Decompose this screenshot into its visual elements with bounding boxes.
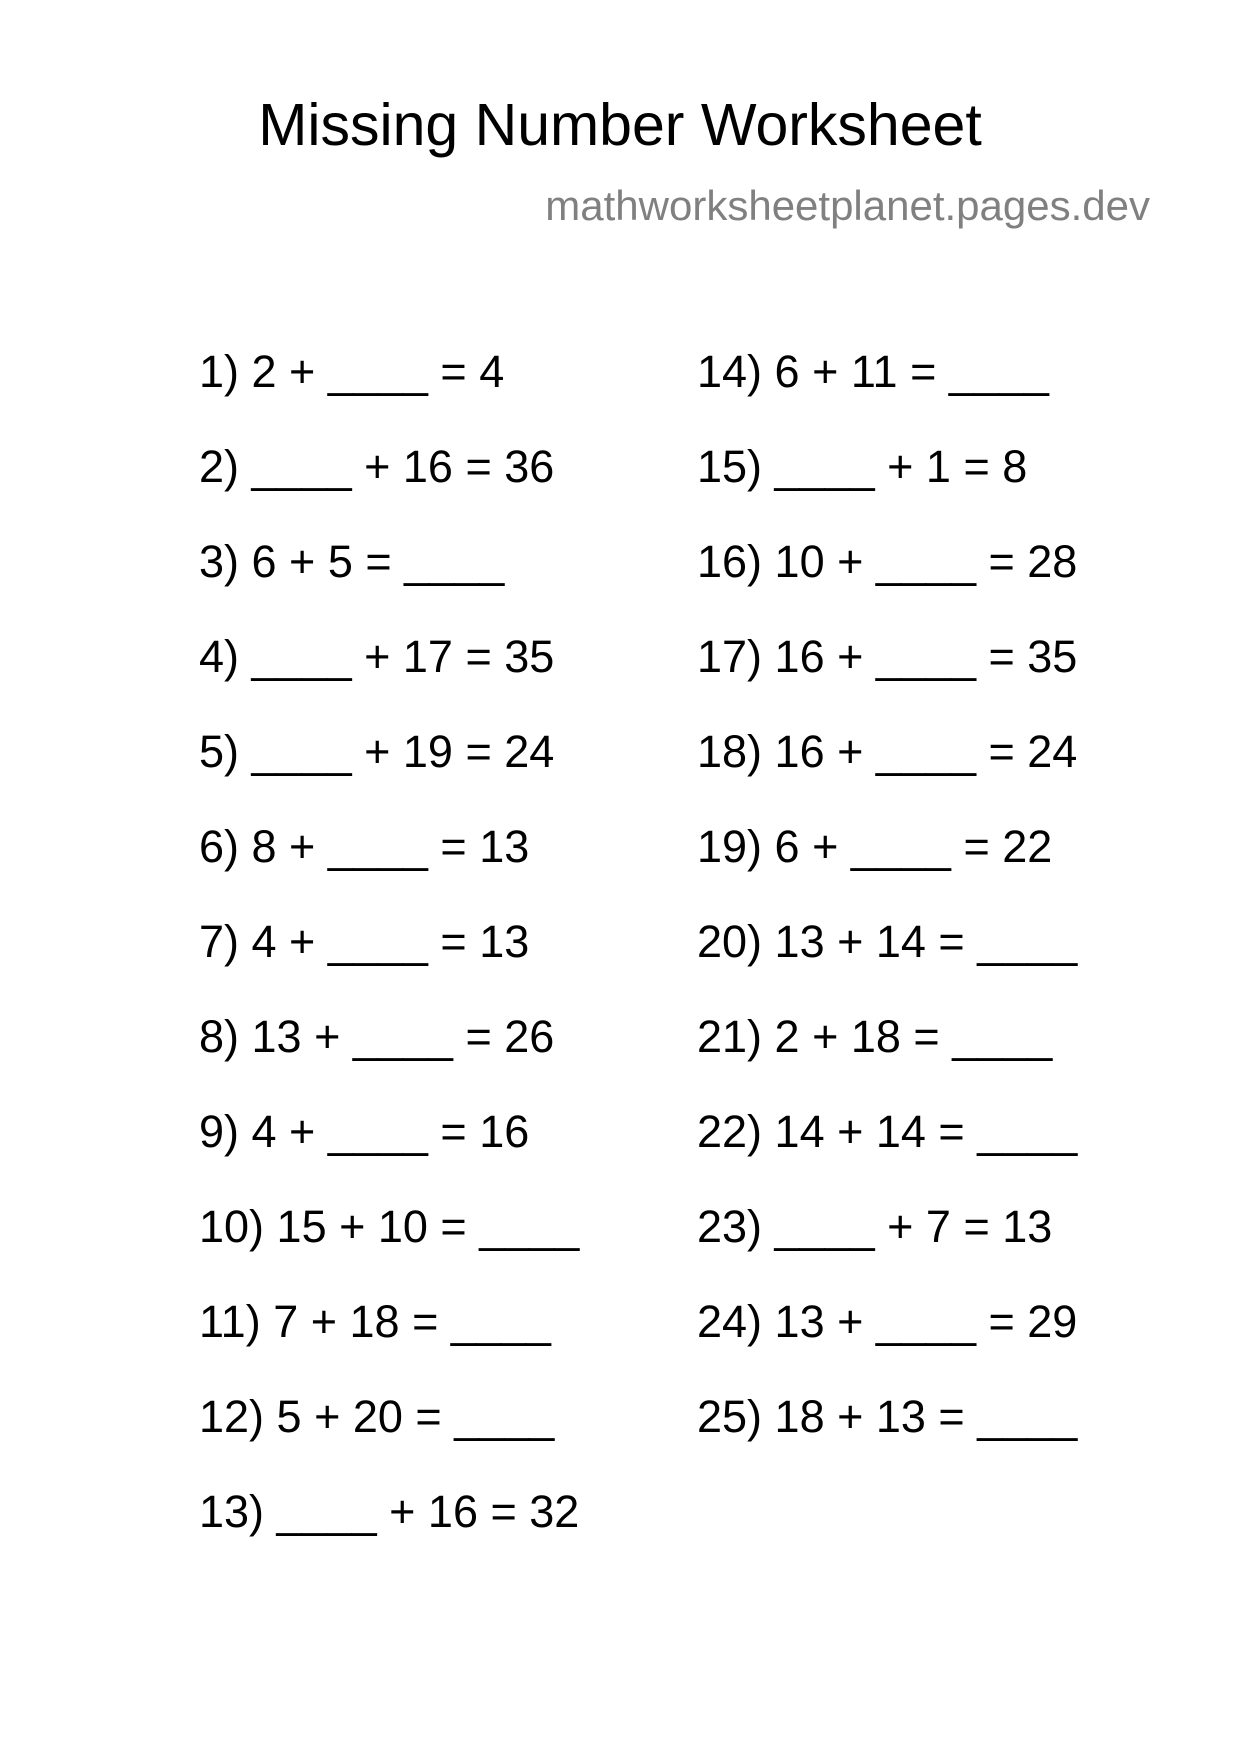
problem-item: 21) 2 + 18 = ____ xyxy=(697,1011,1053,1062)
problem-item: 25) 18 + 13 = ____ xyxy=(697,1391,1078,1442)
problem-item: 13) ____ + 16 = 32 xyxy=(199,1486,580,1537)
problem-item: 23) ____ + 7 = 13 xyxy=(697,1201,1053,1252)
problem-item: 12) 5 + 20 = ____ xyxy=(199,1391,555,1442)
problem-item: 6) 8 + ____ = 13 xyxy=(199,821,530,872)
problem-item: 11) 7 + 18 = ____ xyxy=(199,1296,551,1347)
problem-item: 16) 10 + ____ = 28 xyxy=(697,536,1078,587)
problem-item: 15) ____ + 1 = 8 xyxy=(697,441,1028,492)
website-url: mathworksheetplanet.pages.dev xyxy=(545,182,1150,229)
problem-item: 8) 13 + ____ = 26 xyxy=(199,1011,555,1062)
problem-item: 10) 15 + 10 = ____ xyxy=(199,1201,580,1252)
problem-item: 19) 6 + ____ = 22 xyxy=(697,821,1053,872)
problem-item: 7) 4 + ____ = 13 xyxy=(199,916,530,967)
problem-item: 1) 2 + ____ = 4 xyxy=(199,346,505,397)
problem-item: 9) 4 + ____ = 16 xyxy=(199,1106,530,1157)
problem-column-left xyxy=(199,347,579,1582)
problem-item: 14) 6 + 11 = ____ xyxy=(697,346,1049,397)
problem-item: 17) 16 + ____ = 35 xyxy=(697,631,1078,682)
problem-item: 24) 13 + ____ = 29 xyxy=(697,1296,1078,1347)
problem-item: 5) ____ + 19 = 24 xyxy=(199,726,555,777)
problem-item: 2) ____ + 16 = 36 xyxy=(199,441,555,492)
problem-item: 22) 14 + 14 = ____ xyxy=(697,1106,1078,1157)
problem-item: 3) 6 + 5 = ____ xyxy=(199,536,505,587)
problem-column-right xyxy=(697,347,1077,1487)
worksheet-title: Missing Number Worksheet xyxy=(258,92,982,158)
problem-item: 18) 16 + ____ = 24 xyxy=(697,726,1078,777)
problem-item: 4) ____ + 17 = 35 xyxy=(199,631,555,682)
problem-item: 20) 13 + 14 = ____ xyxy=(697,916,1078,967)
